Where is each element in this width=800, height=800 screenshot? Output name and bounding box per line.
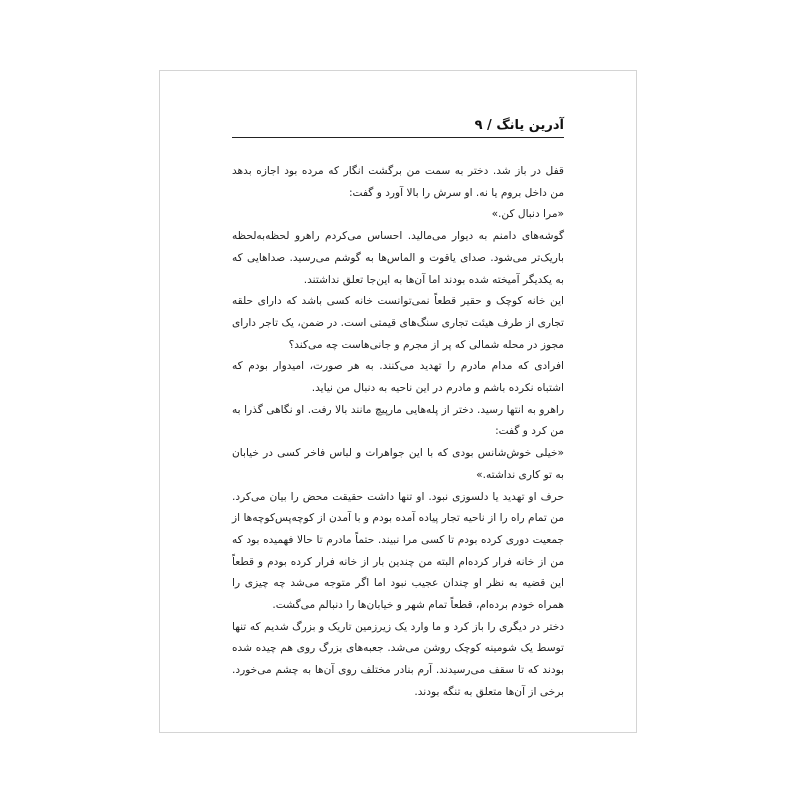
paragraph: گوشه‌های دامنم به دیوار می‌مالید. احساس می‌کردم راهرو لحظه‌به‌لحظه باریک‌تر می‌شود. صدای یاقوت و الماس‌ها به گوشم می‌رسید. صداهایی که به یکدیگر آمیخته شده بودند اما آن‌ها به این‌جا تعلق نداشتند. — [232, 230, 564, 286]
paragraph: این خانه کوچک و حقیر قطعاً نمی‌توانست خانه کسی باشد که دارای حلقه تجاری از طرف هیئت تجاری سنگ‌های قیمتی است. در ضمن، یک تاجر دارای مجوز در محله شمالی که پر از مجرم و جانی‌هاست چه می‌کند؟ — [232, 295, 564, 351]
paragraph: راهرو به انتها رسید. دختر از پله‌هایی مارپیچ مانند بالا رفت. او نگاهی گذرا به من کرد و گفت: — [232, 403, 564, 438]
body-text — [232, 161, 564, 704]
paragraph: حرف او تهدید یا دلسوزی نبود. او تنها داشت حقیقت محض را بیان می‌کرد. من تمام راه را از ناحیه تجار پیاده آمده بودم و با آمدن از کوچه‌پس‌کوچه‌ها از جمعیت دوری کرده بودم تا کسی مرا نبیند. حتماً مادرم تا حالا فهمیده بود که من از خانه فرار کرده‌ام البته من چندین بار از خانه فرار کرده بودم و قطعاً این قضیه به نظر او چندان عجیب نبود اما اگر متوجه می‌شد چه چیزی را همراه خودم برده‌ام، قطعاً تمام شهر و خیابان‌ها را دنبالم می‌گشت. — [232, 490, 564, 612]
running-head: آدرین یانگ / ۹ — [232, 118, 564, 138]
paragraph: دختر در دیگری را باز کرد و ما وارد یک زیرزمین تاریک و بزرگ شدیم که تنها توسط یک شومینه کوچک روشن می‌شد. جعبه‌های بزرگ روی هم چیده شده بودند که تا سقف می‌رسیدند. آرم بنادر مختلف روی آن‌ها به چشم می‌خورد. برخی از آن‌ها متعلق به تنگه بودند. — [232, 620, 564, 698]
paragraph: «خیلی خوش‌شانس بودی که با این جواهرات و لباس فاخر کسی در خیابان به تو کاری نداشته.» — [232, 447, 564, 481]
book-page — [159, 70, 637, 733]
paragraph: قفل در باز شد. دختر به سمت من برگشت انگار که مرده بود اجازه بدهد من داخل بروم یا نه. او سرش را بالا آورد و گفت: — [232, 165, 564, 199]
paragraph: «مرا دنبال کن.» — [491, 208, 564, 221]
paragraph: افرادی که مدام مادرم را تهدید می‌کنند. به هر صورت، امیدوار بودم که اشتباه نکرده باشم و مادرم در این ناحیه به دنبال من نیاید. — [232, 360, 564, 395]
